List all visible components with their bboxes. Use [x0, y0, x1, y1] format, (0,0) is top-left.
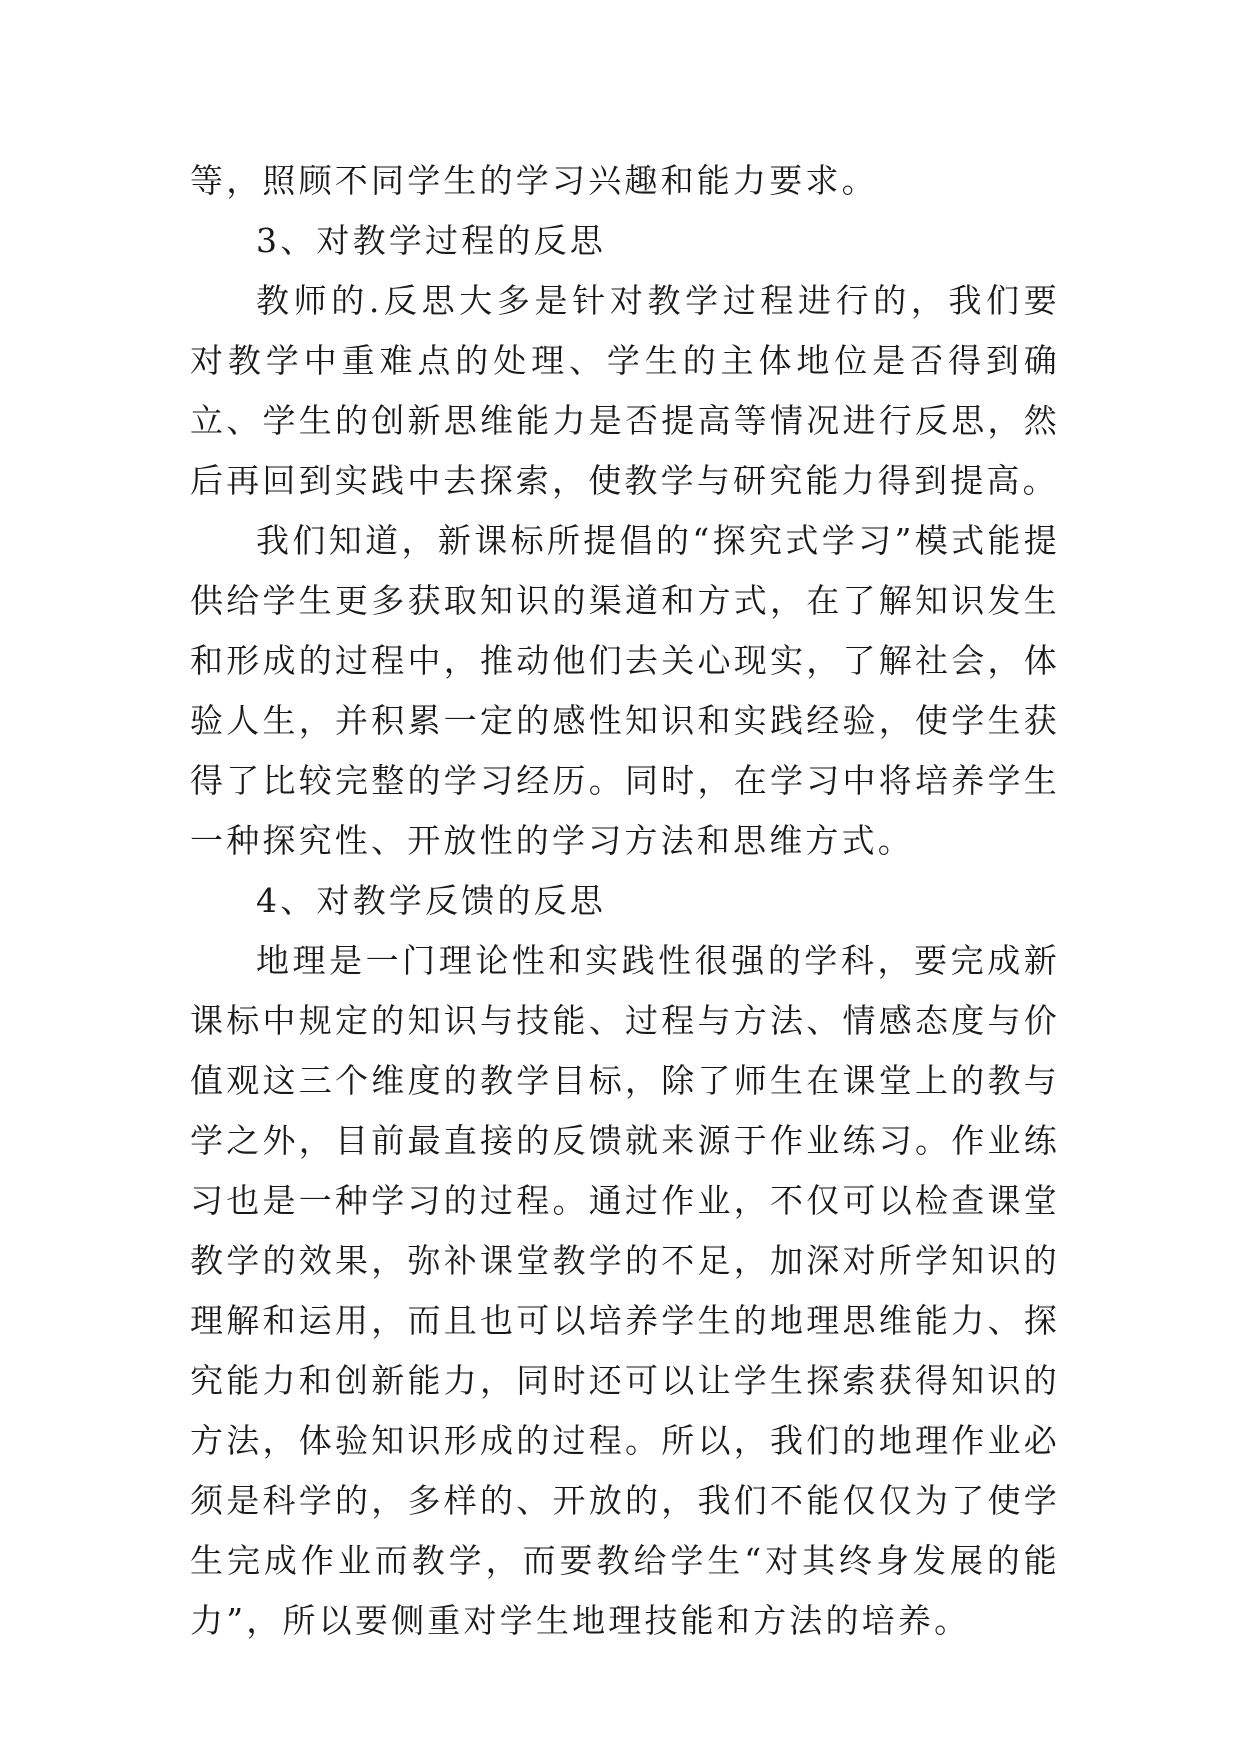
paragraph-teaching-feedback: 地理是一门理论性和实践性很强的学科，要完成新课标中规定的知识与技能、过程与方法、情感态度与价值观这三个维度的教学目标，除了师生在课堂上的教与学之外，目前最直接的反馈就来源于作业练习。作业练习也是一种学习的过程。通过作业，不仅可以检查课堂教学的效果，弥补课堂教学的不足，加深对所学知识的理解和运用，而且也可以培养学生的地理思维能力、探究能力和创新能力，同时还可以让学生探索获得知识的方法，体验知识形成的过程。所以，我们的地理作业必须是科学的，多样的、开放的，我们不能仅仅为了使学生完成作业而教学，而要教给学生“对其终身发展的能力”，所以要侧重对学生地理技能和方法的培养。: [190, 941, 1060, 1640]
section-heading-3: 3、对教学过程的反思: [256, 221, 606, 260]
paragraph-inquiry-learning: 我们知道，新课标所提倡的“探究式学习”模式能提供给学生更多获取知识的渠道和方式，在了解知识发生和形成的过程中，推动他们去关心现实，了解社会，体验人生，并积累一定的感性知识和实践经验，使学生获得了比较完整的学习经历。同时，在学习中将培养学生一种探究性、开放性的学习方法和思维方式。: [190, 521, 1060, 860]
paragraph-teaching-process: 教师的.反思大多是针对教学过程进行的，我们要对教学中重难点的处理、学生的主体地位是否得到确立、学生的创新思维能力是否提高等情况进行反思，然后再回到实践中去探索，使教学与研究能力得到提高。: [190, 281, 1060, 500]
document-body: [190, 151, 1060, 1651]
section-heading-4: 4、对教学反馈的反思: [256, 881, 606, 920]
paragraph-continuation: 等，照顾不同学生的学习兴趣和能力要求。: [190, 161, 878, 200]
